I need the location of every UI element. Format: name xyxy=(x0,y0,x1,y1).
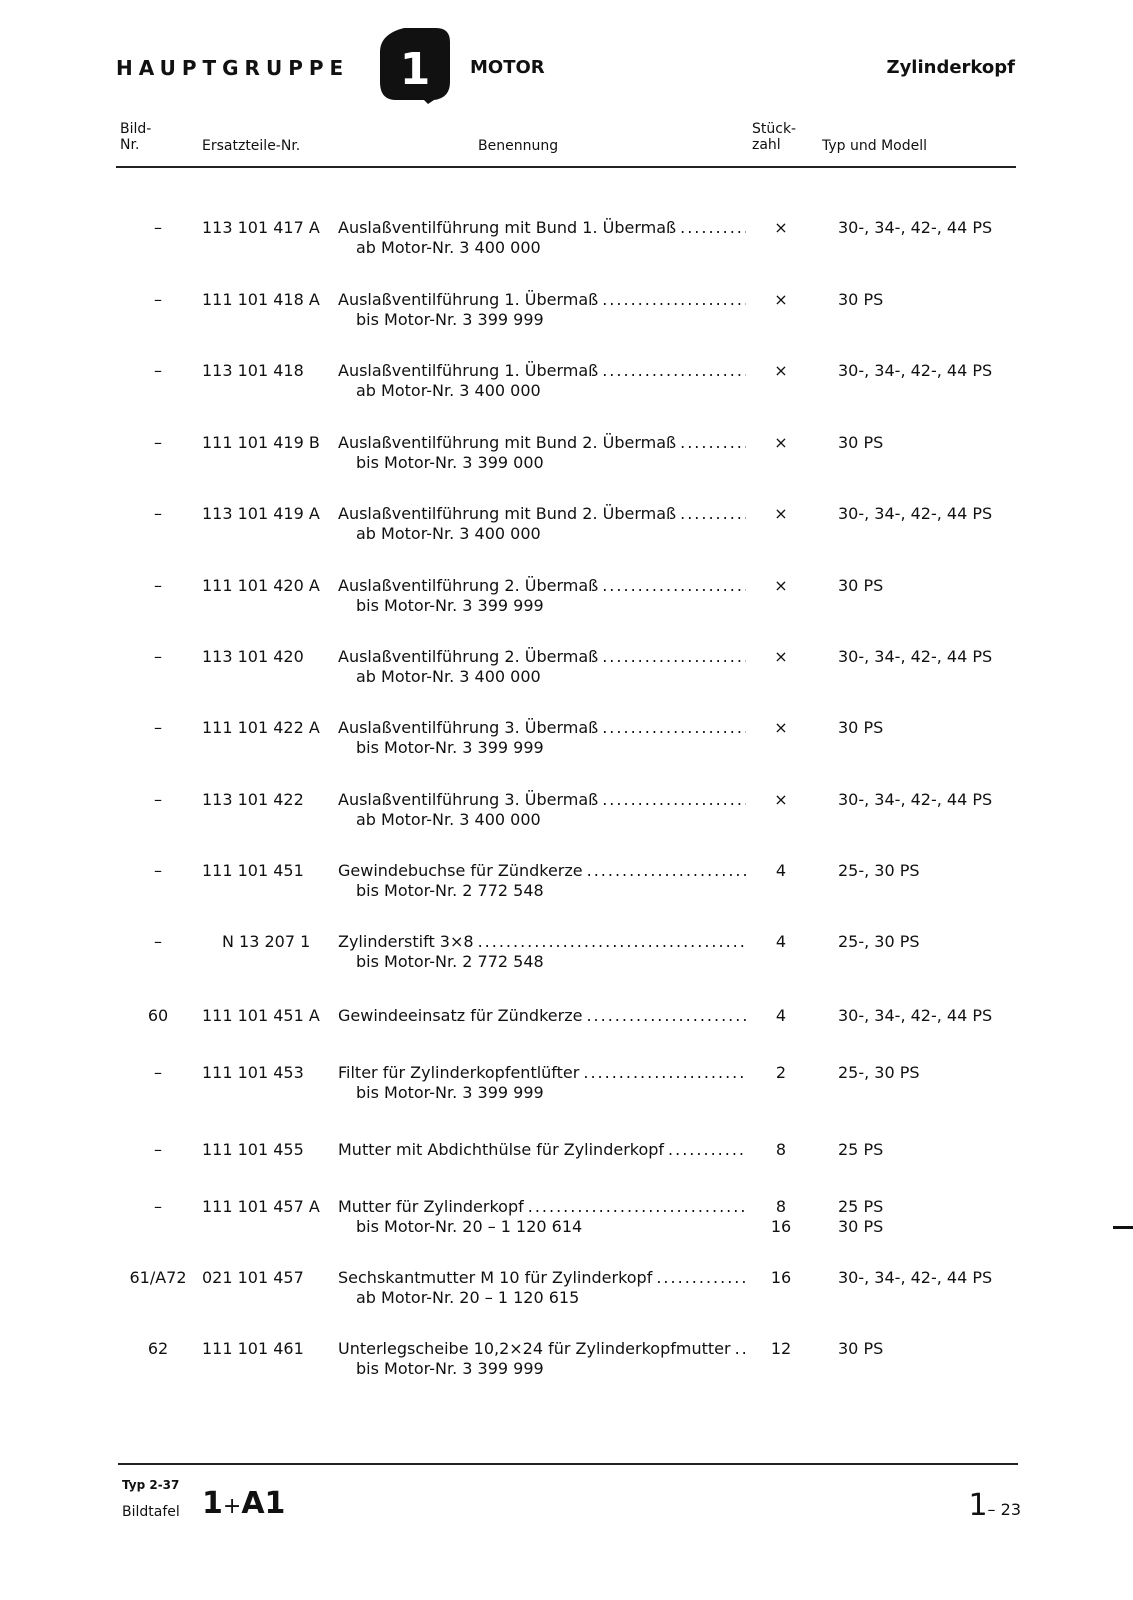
footer-divider xyxy=(118,1463,1018,1465)
cell-quantity: × xyxy=(774,647,788,666)
cell-description: Unterlegscheibe 10,2×24 für Zylinderkopfmutter ..... bis Motor-Nr. 3 399 999 xyxy=(338,1339,746,1379)
cell-quantity: 4 xyxy=(775,861,787,880)
cell-description: Auslaßventilführung mit Bund 1. Übermaß ..... ab Motor-Nr. 3 400 000 xyxy=(338,218,746,258)
cell-description: Auslaßventilführung 3. Übermaß ..... bis Motor-Nr. 3 399 999 xyxy=(338,718,746,758)
leader-dots xyxy=(582,1006,746,1026)
cell-part-number: 113 101 422 xyxy=(202,790,304,809)
leader-dots xyxy=(598,790,746,810)
col-header-typ: Typ und Modell xyxy=(822,138,927,154)
cell-description: Auslaßventilführung mit Bund 2. Übermaß ..... ab Motor-Nr. 3 400 000 xyxy=(338,504,746,544)
col-header-bild: Bild- Nr. xyxy=(120,121,152,153)
leader-dots xyxy=(474,932,746,952)
cell-bild-nr: 62 xyxy=(147,1339,169,1358)
group-number-badge-icon xyxy=(378,26,452,106)
cell-quantity: × xyxy=(774,504,788,523)
cell-typ-modell: 30-, 34-, 42-, 44 PS xyxy=(838,647,993,666)
cell-description: Zylinderstift 3×8 ..... bis Motor-Nr. 2 772 548 xyxy=(338,932,746,972)
cell-part-number: 111 101 419 B xyxy=(202,433,320,452)
cell-part-number: 113 101 420 xyxy=(202,647,304,666)
cell-part-number: 111 101 455 xyxy=(202,1140,304,1159)
cell-quantity: × xyxy=(774,218,788,237)
cell-typ-modell: 30 PS xyxy=(838,576,884,595)
cell-quantity: 12 xyxy=(770,1339,792,1358)
cell-description: Filter für Zylinderkopfentlüfter ..... bis Motor-Nr. 3 399 999 xyxy=(338,1063,746,1103)
cell-description: Auslaßventilführung 2. Übermaß ..... bis Motor-Nr. 3 399 999 xyxy=(338,576,746,616)
cell-bild-nr: – xyxy=(154,718,162,737)
cell-quantity: 4 xyxy=(775,932,787,951)
leader-dots xyxy=(524,1197,746,1217)
cell-quantity: 8 xyxy=(775,1140,787,1159)
cell-typ-modell: 30-, 34-, 42-, 44 PS xyxy=(838,361,993,380)
cell-quantity: × xyxy=(774,361,788,380)
cell-typ-modell: 30-, 34-, 42-, 44 PS xyxy=(838,1006,993,1025)
cell-description: Gewindebuchse für Zündkerze ..... bis Motor-Nr. 2 772 548 xyxy=(338,861,746,901)
cell-typ-modell: 30-, 34-, 42-, 44 PS xyxy=(838,218,993,237)
page-number: 1– 23 xyxy=(968,1488,1021,1523)
cell-typ-modell: 30-, 34-, 42-, 44 PS xyxy=(838,1268,993,1287)
edge-tab-mark xyxy=(1113,1226,1133,1229)
cell-description: Mutter mit Abdichthülse für Zylinderkopf ..... xyxy=(338,1140,746,1160)
cell-bild-nr: – xyxy=(154,861,162,880)
cell-bild-nr: – xyxy=(154,576,162,595)
cell-part-number: 111 101 453 xyxy=(202,1063,304,1082)
leader-dots xyxy=(598,361,746,381)
cell-description: Auslaßventilführung 1. Übermaß ..... bis Motor-Nr. 3 399 999 xyxy=(338,290,746,330)
cell-part-number: 111 101 420 A xyxy=(202,576,320,595)
cell-quantity: 4 xyxy=(775,1006,787,1025)
cell-part-number: 111 101 461 xyxy=(202,1339,304,1358)
leader-dots xyxy=(598,718,746,738)
cell-bild-nr: – xyxy=(154,361,162,380)
cell-quantity: 2 xyxy=(775,1063,787,1082)
cell-quantity: × xyxy=(774,433,788,452)
cell-bild-nr: 60 xyxy=(147,1006,169,1025)
cell-bild-nr: – xyxy=(154,290,162,309)
header-divider xyxy=(116,166,1016,168)
cell-bild-nr: – xyxy=(154,647,162,666)
leader-dots xyxy=(676,218,746,238)
cell-description: Auslaßventilführung 2. Übermaß ..... ab Motor-Nr. 3 400 000 xyxy=(338,647,746,687)
section-title: Zylinderkopf xyxy=(886,57,1015,78)
cell-part-number: 111 101 457 A xyxy=(202,1197,320,1216)
cell-bild-nr: – xyxy=(154,504,162,523)
cell-bild-nr: – xyxy=(154,790,162,809)
col-header-benennung: Benennung xyxy=(478,138,559,154)
leader-dots xyxy=(598,647,746,667)
cell-bild-nr: – xyxy=(154,433,162,452)
cell-part-number: 111 101 451 xyxy=(202,861,304,880)
cell-description: Sechskantmutter M 10 für Zylinderkopf ..... ab Motor-Nr. 20 – 1 120 615 xyxy=(338,1268,746,1308)
leader-dots xyxy=(664,1140,746,1160)
cell-part-number: 113 101 417 A xyxy=(202,218,320,237)
cell-part-number: 113 101 418 xyxy=(202,361,304,380)
cell-typ-modell: 30-, 34-, 42-, 44 PS xyxy=(838,790,993,809)
leader-dots xyxy=(652,1268,746,1288)
cell-typ-modell: 25-, 30 PS xyxy=(838,932,920,951)
cell-part-number: 021 101 457 xyxy=(202,1268,304,1287)
cell-bild-nr: – xyxy=(154,1197,162,1216)
cell-bild-nr: – xyxy=(154,1140,162,1159)
cell-quantity: 8 16 xyxy=(770,1197,792,1236)
leader-dots xyxy=(731,1339,746,1359)
cell-part-number: 111 101 418 A xyxy=(202,290,320,309)
cell-typ-modell: 25 PS 30 PS xyxy=(838,1197,884,1236)
footer-typ: Typ 2-37 xyxy=(122,1478,180,1492)
cell-quantity: × xyxy=(774,576,788,595)
leader-dots xyxy=(598,290,746,310)
cell-typ-modell: 25-, 30 PS xyxy=(838,1063,920,1082)
cell-typ-modell: 30 PS xyxy=(838,433,884,452)
cell-description: Mutter für Zylinderkopf ..... bis Motor-Nr. 20 – 1 120 614 xyxy=(338,1197,746,1237)
col-header-stueckzahl: Stück- zahl xyxy=(752,121,797,153)
cell-typ-modell: 30 PS xyxy=(838,1339,884,1358)
leader-dots xyxy=(676,433,746,453)
group-number: 1 xyxy=(399,44,431,95)
cell-bild-nr: – xyxy=(154,218,162,237)
cell-description: Auslaßventilführung mit Bund 2. Übermaß ..... bis Motor-Nr. 3 399 000 xyxy=(338,433,746,473)
cell-part-number: 111 101 422 A xyxy=(202,718,320,737)
leader-dots xyxy=(676,504,746,524)
cell-part-number: N 13 207 1 xyxy=(222,932,311,951)
leader-dots xyxy=(583,861,746,881)
cell-quantity: 16 xyxy=(770,1268,792,1287)
group-label: HAUPTGRUPPE xyxy=(116,56,350,80)
footer-bildtafel-label: Bildtafel xyxy=(122,1504,180,1520)
cell-description: Gewindeeinsatz für Zündkerze ..... xyxy=(338,1006,746,1026)
col-header-ersatzteile: Ersatzteile-Nr. xyxy=(202,138,301,154)
cell-description: Auslaßventilführung 3. Übermaß ..... ab Motor-Nr. 3 400 000 xyxy=(338,790,746,830)
cell-part-number: 113 101 419 A xyxy=(202,504,320,523)
footer-plate-number: 1+A1 xyxy=(202,1486,286,1521)
cell-typ-modell: 30 PS xyxy=(838,718,884,737)
group-name: MOTOR xyxy=(470,57,545,78)
cell-part-number: 111 101 451 A xyxy=(202,1006,320,1025)
cell-typ-modell: 30-, 34-, 42-, 44 PS xyxy=(838,504,993,523)
cell-bild-nr: 61/A72 xyxy=(129,1268,187,1287)
cell-bild-nr: – xyxy=(154,1063,162,1082)
cell-description: Auslaßventilführung 1. Übermaß ..... ab Motor-Nr. 3 400 000 xyxy=(338,361,746,401)
cell-bild-nr: – xyxy=(154,932,162,951)
leader-dots xyxy=(598,576,746,596)
cell-typ-modell: 25 PS xyxy=(838,1140,884,1159)
cell-quantity: × xyxy=(774,790,788,809)
cell-quantity: × xyxy=(774,290,788,309)
cell-typ-modell: 30 PS xyxy=(838,290,884,309)
leader-dots xyxy=(579,1063,746,1083)
cell-typ-modell: 25-, 30 PS xyxy=(838,861,920,880)
cell-quantity: × xyxy=(774,718,788,737)
